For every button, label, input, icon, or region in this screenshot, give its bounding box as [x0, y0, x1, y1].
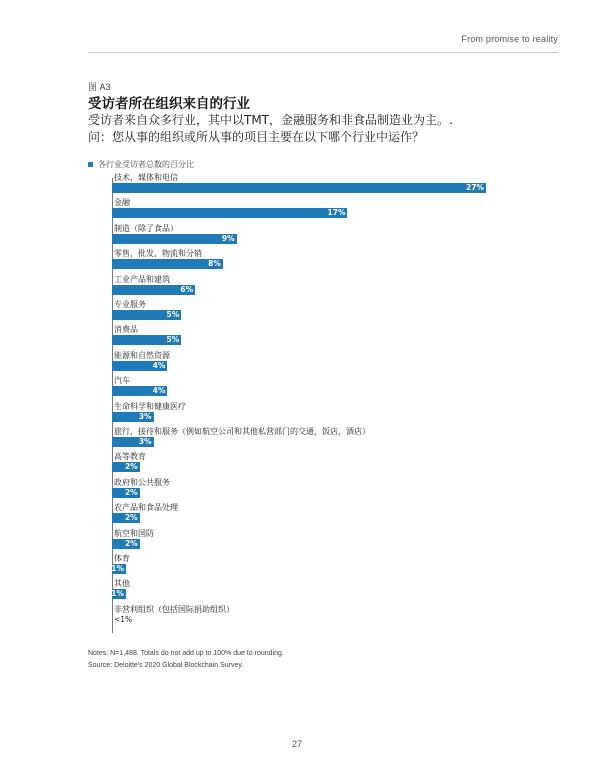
legend-label: 各行业受访者总数的百分比 — [98, 160, 194, 169]
value-label: 8% — [208, 259, 221, 269]
bar — [112, 310, 181, 320]
bar-row — [112, 604, 492, 628]
value-label: 3% — [138, 411, 152, 421]
category-label: 工业产品和建筑 — [114, 274, 170, 284]
category-label: 非营利组织（包括国际捐助组织） — [114, 604, 234, 614]
survey-question: 问：您从事的组织或所从事的项目主要在以下哪个行业中运作？ — [88, 130, 425, 144]
report-header-text: From promise to reality — [461, 34, 558, 44]
value-label: 1% — [111, 564, 124, 573]
value-label: 27% — [466, 183, 484, 192]
value-label: 5% — [166, 310, 180, 319]
value-label: <1% — [114, 614, 133, 624]
category-label: 政府和公共服务 — [114, 477, 170, 487]
value-label: 2% — [124, 538, 138, 548]
category-label: 体育 — [114, 554, 130, 563]
category-label: 专业服务 — [114, 300, 146, 309]
category-label: 金融 — [114, 198, 130, 208]
bar-row — [112, 223, 492, 247]
bar — [112, 412, 154, 422]
legend-swatch — [88, 162, 93, 167]
figure-label: 图 A3 — [88, 82, 111, 92]
figure-subtitle: 受访者来自众多行业，其中以TMT，金融服务和非食品制造业为主。. — [88, 113, 453, 127]
bar-row — [112, 528, 492, 552]
category-label: 汽车 — [114, 376, 130, 386]
bar — [112, 488, 140, 498]
bar — [112, 437, 154, 447]
value-label: 5% — [166, 335, 180, 345]
bar-row — [112, 248, 492, 272]
value-label: 4% — [152, 386, 166, 396]
bar — [112, 183, 486, 193]
category-label: 高等教育 — [114, 452, 146, 462]
chart-notes — [88, 648, 284, 672]
bar — [112, 285, 195, 295]
bar — [112, 589, 126, 599]
value-label: 2% — [124, 487, 138, 497]
bar-row — [112, 197, 492, 221]
value-label: 9% — [221, 233, 235, 243]
page-number: 27 — [292, 739, 303, 749]
bar-row — [112, 324, 492, 348]
value-label: 1% — [111, 589, 124, 599]
bar-row — [112, 553, 492, 577]
source-line: Source: Deloitte's 2020 Global Blockchain Survey. — [88, 662, 244, 669]
bar-row — [112, 451, 492, 475]
bar-row — [112, 502, 492, 526]
bar — [112, 386, 167, 396]
bar — [112, 539, 140, 549]
bar-row — [112, 477, 492, 501]
bar — [112, 335, 181, 345]
category-label: 技术，媒体和电信 — [114, 173, 178, 182]
bar-row — [112, 375, 492, 399]
header-divider — [88, 52, 558, 53]
bar-row — [112, 299, 492, 323]
bar-row — [112, 172, 492, 196]
bar — [112, 564, 126, 574]
value-label: 17% — [327, 208, 346, 218]
chart-legend — [88, 159, 194, 170]
bar — [112, 234, 237, 244]
category-label: 能源和自然资源 — [114, 350, 170, 360]
bar-row — [112, 426, 492, 450]
bar — [112, 208, 347, 218]
category-label: 旅行，接待和服务（例如航空公司和其他私营部门的交通，饭店，酒店） — [114, 427, 370, 436]
category-label: 零售，批发，物流和分销 — [114, 249, 202, 259]
category-label: 生命科学和健康医疗 — [114, 401, 186, 411]
value-label: 2% — [124, 462, 138, 472]
bar-row — [112, 401, 492, 425]
value-label: 3% — [138, 437, 152, 446]
category-label: 航空和国防 — [114, 528, 154, 538]
category-label: 其他 — [114, 579, 130, 589]
value-label: 6% — [180, 284, 194, 294]
bar — [112, 259, 223, 269]
bar — [112, 462, 140, 472]
figure-title: 受访者所在组织来自的行业 — [88, 96, 250, 112]
bar-row — [112, 578, 492, 602]
bar-row — [112, 274, 492, 298]
category-label: 制造（除了食品） — [114, 223, 178, 233]
category-label: 消费品 — [114, 325, 138, 335]
industry-bar-chart — [112, 172, 492, 642]
value-label: 4% — [152, 360, 166, 370]
value-label: 2% — [124, 513, 138, 523]
category-label: 农产品和食品处理 — [114, 503, 178, 513]
notes-line: Notes: N=1,488. Totals do not add up to 100% due to rounding. — [88, 650, 284, 657]
bar-row — [112, 350, 492, 374]
bar — [112, 513, 140, 523]
bar — [112, 361, 167, 371]
